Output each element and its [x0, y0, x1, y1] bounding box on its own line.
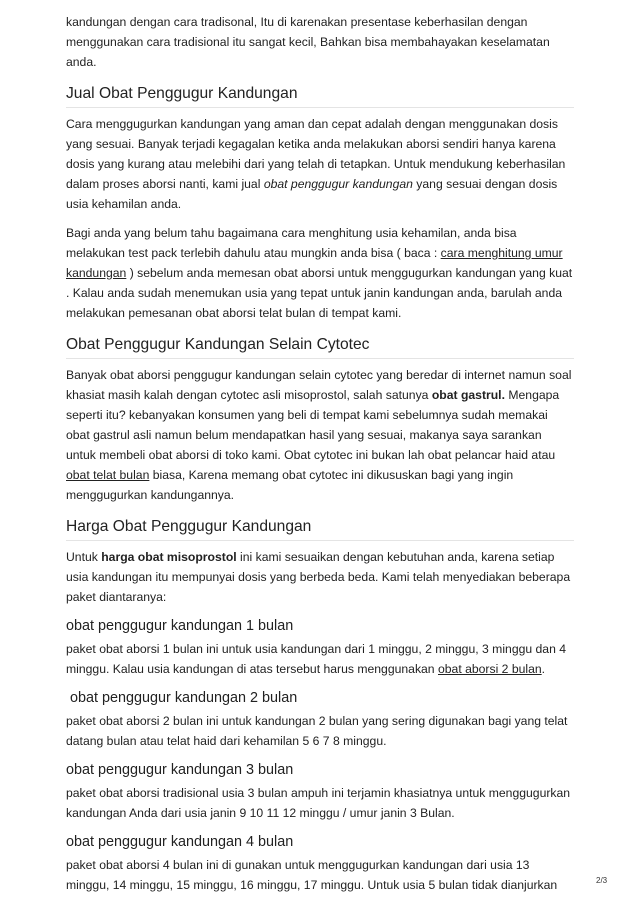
- paket-heading-4-bulan: obat penggugur kandungan 4 bulan: [66, 834, 294, 850]
- paket-heading-3-bulan: obat penggugur kandungan 3 bulan: [66, 762, 294, 778]
- cytotec-text-a: Banyak obat aborsi penggugur kandungan selain cytotec yang beredar di internet namun soal khasiat masih kalah dengan cytotec asli misoprostol, salah satunya: [66, 368, 572, 402]
- intro-paragraph: [66, 12, 574, 72]
- paket-paragraph-3-bulan: paket obat aborsi tradisional usia 3 bulan ampuh ini terjamin khasiatnya untuk menggugurkan kandungan Anda dari usia janin 9 10 11 12 minggu / umur janin 3 Bulan.: [66, 786, 571, 820]
- cytotec-text-b: Mengapa seperti itu? kebanyakan konsumen yang beli di tempat kami sebelumnya sudah memakai obat gastrul asli namun belum mendapatkan hasil yang sesuai, makanya saya sarankan untuk membeli obat aborsi di toko kami. Obat cytotec ini bukan lah obat pelancar haid atau: [66, 388, 560, 462]
- jual-p2-text-b: ) sebelum anda memesan obat aborsi untuk menggugurkan kandungan yang kuat . Kalau anda sudah menemukan usia yang tepat untuk janin kandungan anda, barulah anda melakukan pemesanan obat aborsi telat bulan di tempat kami.: [66, 266, 573, 320]
- intro-line-2: menggunakan cara tradisional itu sangat kecil, Bahkan bisa membahayakan keselamatan: [66, 35, 550, 49]
- paket-paragraph-1-bulan: [66, 639, 574, 679]
- paket-paragraph-2-bulan: paket obat aborsi 2 bulan ini untuk kandungan 2 bulan yang sering digunakan bagi yang telat datang bulan atau telat haid dari kehamilan 5 6 7 8 minggu.: [66, 714, 568, 748]
- harga-paragraph: [66, 547, 574, 607]
- jual-p1-text-a: Cara menggugurkan kandungan yang aman dan cepat adalah dengan menggunakan dosis yang sesuai. Banyak terjadi kegagalan ketika anda melakukan aborsi sendiri hanya karena dosis yang kurang atau melebihi dari yang telah di tetapkan. Untuk mendukung keberhasilan dalam proses aborsi nanti, kami jual: [66, 117, 566, 191]
- paket1-text-b: .: [541, 662, 546, 676]
- jual-p2-text-a: Bagi anda yang belum tahu bagaimana cara menghitung usia kehamilan, anda bisa melakukan test pack terlebih dahulu atau mungkin anda bisa ( baca :: [66, 226, 517, 260]
- section-heading-selain-cytotec: Obat Penggugur Kandungan Selain Cytotec: [66, 334, 574, 359]
- jual-paragraph-2: [66, 223, 574, 323]
- cytotec-bold: obat gastrul.: [431, 388, 505, 402]
- harga-text-a: Untuk: [66, 550, 102, 564]
- cytotec-text-c: biasa, Karena memang obat cytotec ini dikususkan bagi yang ingin menggugurkan kandungannya.: [66, 468, 514, 502]
- link-obat-telat-bulan[interactable]: obat telat bulan: [66, 468, 150, 482]
- page-number: 2/3: [596, 876, 608, 885]
- harga-bold: harga obat misoprostol: [101, 550, 237, 564]
- intro-line-3: anda.: [66, 55, 97, 69]
- jual-p1-text-b: yang sesuai dengan dosis usia kehamilan anda.: [66, 177, 558, 211]
- section-heading-harga: Harga Obat Penggugur Kandungan: [66, 516, 574, 541]
- link-cara-menghitung[interactable]: cara menghitung umur kandungan: [66, 246, 563, 280]
- paket1-text-a: paket obat aborsi 1 bulan ini untuk usia kandungan dari 1 minggu, 2 minggu, 3 minggu dan 4 minggu. Kalau usia kandungan di atas tersebut harus menggunakan: [66, 642, 567, 676]
- paket-heading-1-bulan: obat penggugur kandungan 1 bulan: [66, 618, 294, 634]
- paket-heading-2-bulan: obat penggugur kandungan 2 bulan: [66, 690, 298, 706]
- link-obat-aborsi-2-bulan[interactable]: obat aborsi 2 bulan: [437, 662, 542, 676]
- paket-paragraph-4-bulan: paket obat aborsi 4 bulan ini di gunakan untuk menggugurkan kandungan dari usia 13 minggu, 14 minggu, 15 minggu, 16 minggu, 17 minggu. Untuk usia 5 bulan tidak dianjurkan: [66, 858, 558, 892]
- cytotec-paragraph: [66, 365, 574, 505]
- intro-line-1: kandungan dengan cara tradisonal, Itu di karenakan presentase keberhasilan dengan: [66, 15, 528, 29]
- jual-paragraph-1: [66, 114, 574, 214]
- document-page: [66, 12, 574, 895]
- harga-text-b: ini kami sesuaikan dengan kebutuhan anda, karena setiap usia kandungan itu mempunyai dosis yang berbeda beda. Kami telah menyediakan beberapa paket diantaranya:: [66, 550, 571, 604]
- section-heading-jual: Jual Obat Penggugur Kandungan: [66, 83, 574, 108]
- jual-p1-emphasis: obat penggugur kandungan: [263, 177, 413, 191]
